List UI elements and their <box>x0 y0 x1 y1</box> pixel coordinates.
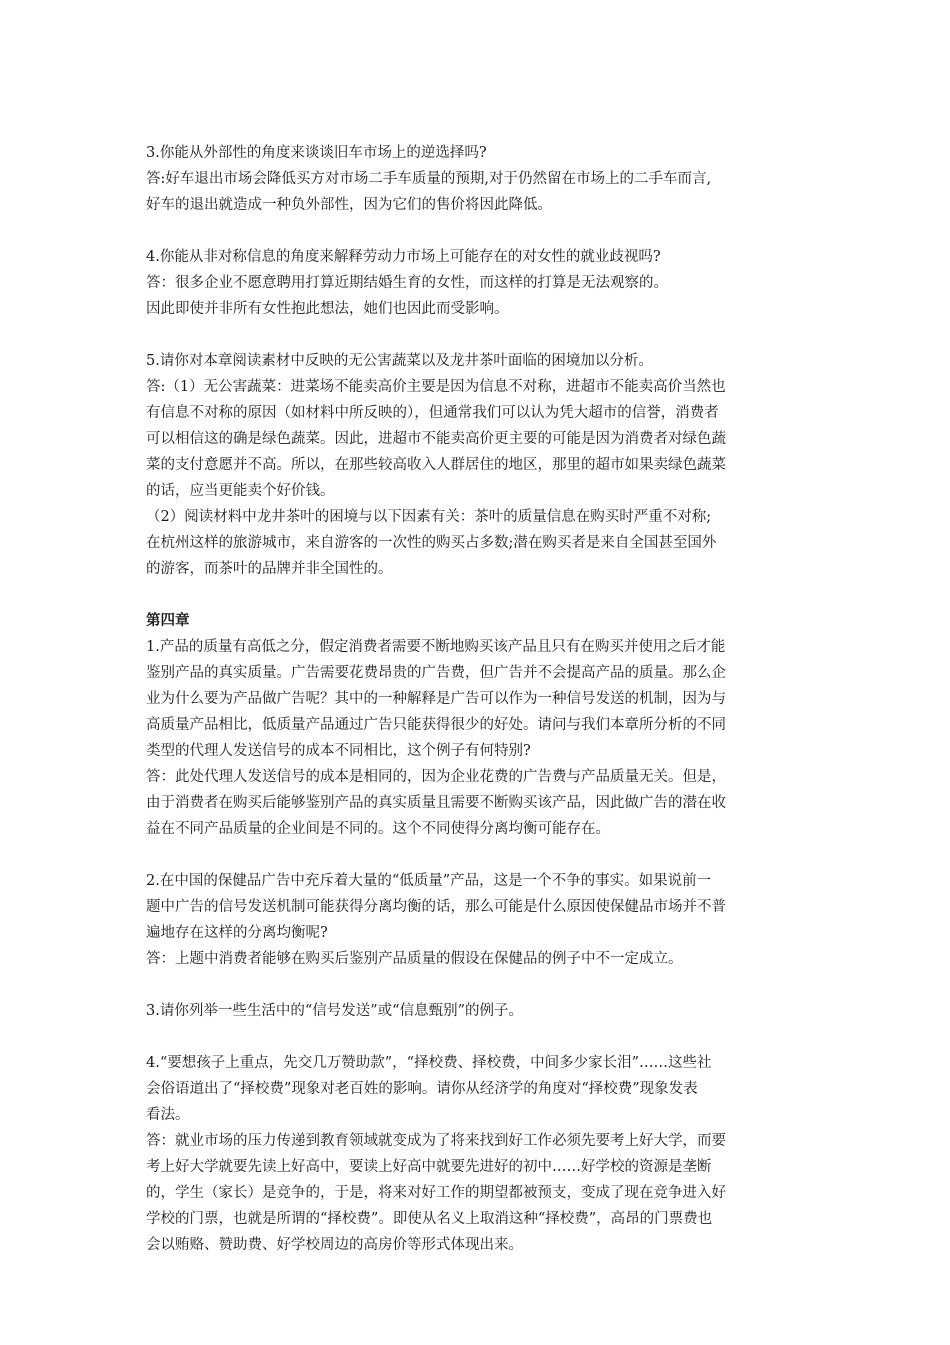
paragraph-gap <box>146 1024 810 1050</box>
text-line: 4.你能从非对称信息的角度来解释劳动力市场上可能存在的对女性的就业歧视吗? <box>146 249 661 265</box>
chapter-heading: 第四章 <box>146 613 190 629</box>
text-line: 由于消费者在购买后能够鉴别产品的真实质量且需要不断购买该产品，因此做广告的潜在收 <box>146 795 726 811</box>
text-line: 答:好车退出市场会降低买方对市场二手车质量的预期,对于仍然留在市场上的二手车而言, <box>146 171 712 187</box>
paragraph-gap <box>146 218 810 244</box>
text-line: 会俗语道出了“择校费”现象对老百姓的影响。请你从经济学的角度对“择校费”现象发表 <box>146 1081 698 1097</box>
text-line: （2）阅读材料中龙井茶叶的困境与以下因素有关：茶叶的质量信息在购买时严重不对称; <box>146 509 712 525</box>
text-line: 类型的代理人发送信号的成本不同相比，这个例子有何特别? <box>146 743 531 759</box>
paragraph-gap <box>146 582 810 608</box>
text-line: 在杭州这样的旅游城市，来自游客的一次性的购买占多数;潜在购买者是来自全国甚至国外 <box>146 535 717 551</box>
text-line: 的，学生（家长）是竞争的，于是，将来对好工作的期望都被预支，变成了现在竞争进入好 <box>146 1185 726 1201</box>
text-line: 益在不同产品质量的企业间是不同的。这个不同使得分离均衡可能存在。 <box>146 821 610 837</box>
text-line: 业为什么要为产品做广告呢？其中的一种解释是广告可以作为一种信号发送的机制，因为与 <box>146 691 726 707</box>
text-line: 会以贿赂、赞助费、好学校周边的高房价等形式体现出来。 <box>146 1237 523 1253</box>
text-line: 鉴别产品的真实质量。广告需要花费昂贵的广告费，但广告并不会提高产品的质量。那么企 <box>146 665 726 681</box>
document-body <box>146 140 810 1258</box>
text-line: 3.你能从外部性的角度来谈谈旧车市场上的逆选择吗? <box>146 145 487 161</box>
text-line: 高质量产品相比，低质量产品通过广告只能获得很少的好处。请问与我们本章所分析的不同 <box>146 717 726 733</box>
paragraph-gap <box>146 322 810 348</box>
text-line: 3.请你列举一些生活中的“信号发送”或“信息甄别”的例子。 <box>146 1003 523 1019</box>
text-line: 可以相信这的确是绿色蔬菜。因此，进超市不能卖高价更主要的可能是因为消费者对绿色蔬 <box>146 431 726 447</box>
text-line: 1.产品的质量有高低之分，假定消费者需要不断地购买该产品且只有在购买并使用之后才能 <box>146 639 726 655</box>
text-line: 答:（1）无公害蔬菜：进菜场不能卖高价主要是因为信息不对称，进超市不能卖高价当然也 <box>146 379 726 395</box>
text-line: 有信息不对称的原因（如材料中所反映的），但通常我们可以认为凭大超市的信誉，消费者 <box>146 405 719 421</box>
text-line: 好车的退出就造成一种负外部性，因为它们的售价将因此降低。 <box>146 197 552 213</box>
text-line: 5.请你对本章阅读素材中反映的无公害蔬菜以及龙井茶叶面临的困境加以分析。 <box>146 353 653 369</box>
paragraph-gap <box>146 842 810 868</box>
text-line: 2.在中国的保健品广告中充斥着大量的“低质量”产品，这是一个不争的事实。如果说前一 <box>146 873 712 889</box>
text-line: 的游客，而茶叶的品牌并非全国性的。 <box>146 561 393 577</box>
text-line: 看法。 <box>146 1107 190 1123</box>
paragraph-gap <box>146 972 810 998</box>
text-line: 4.“要想孩子上重点，先交几万赞助款”，“择校费、择校费，中间多少家长泪”……这些社 <box>146 1055 712 1071</box>
text-line: 题中广告的信号发送机制可能获得分离均衡的话，那么可能是什么原因使保健品市场并不普 <box>146 899 726 915</box>
text-line: 考上好大学就要先读上好高中，要读上好高中就要先进好的初中……好学校的资源是垄断 <box>146 1159 712 1175</box>
text-line: 遍地存在这样的分离均衡呢? <box>146 925 328 941</box>
text-line: 因此即使并非所有女性抱此想法，她们也因此而受影响。 <box>146 301 509 317</box>
text-line: 学校的门票，也就是所谓的“择校费”。即使从名义上取消这种“择校费”，高昂的门票费也 <box>146 1211 713 1227</box>
text-line: 答：此处代理人发送信号的成本是相同的，因为企业花费的广告费与产品质量无关。但是， <box>146 769 726 785</box>
text-line: 答：上题中消费者能够在购买后鉴别产品质量的假设在保健品的例子中不一定成立。 <box>146 951 683 967</box>
text-line: 答：很多企业不愿意聘用打算近期结婚生育的女性，而这样的打算是无法观察的。 <box>146 275 668 291</box>
text-line: 答：就业市场的压力传递到教育领域就变成为了将来找到好工作必须先要考上好大学，而要 <box>146 1133 726 1149</box>
text-line: 的话，应当更能卖个好价钱。 <box>146 483 335 499</box>
text-line: 菜的支付意愿并不高。所以，在那些较高收入人群居住的地区，那里的超市如果卖绿色蔬菜 <box>146 457 726 473</box>
